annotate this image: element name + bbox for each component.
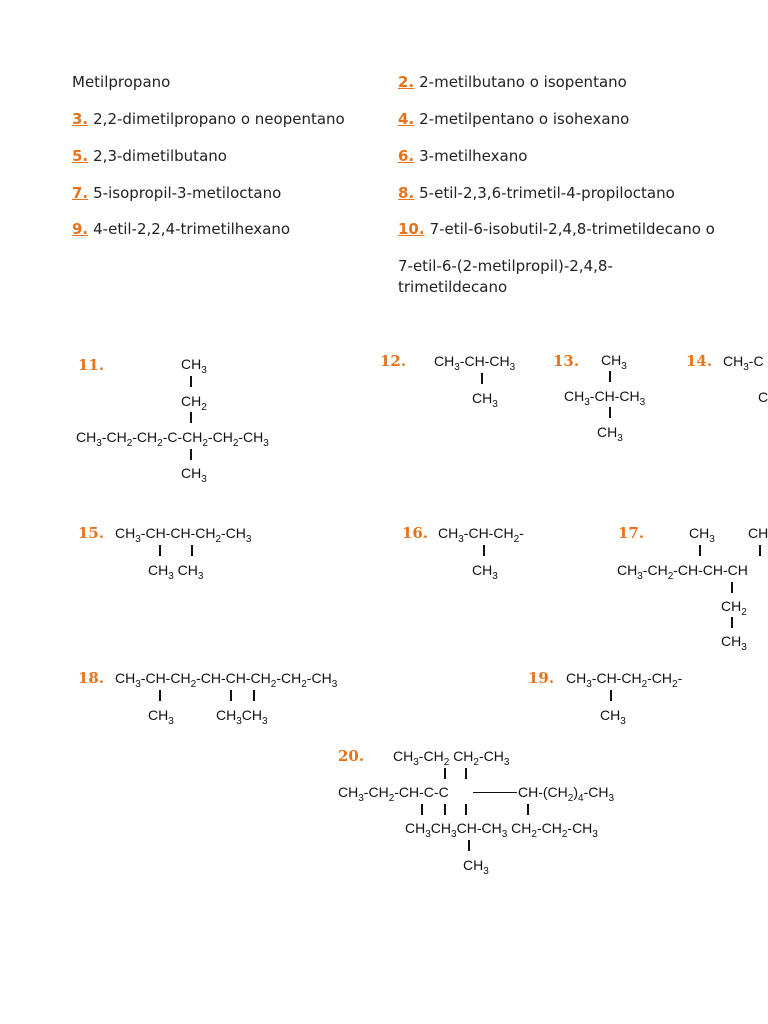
answer-8: 8. 5-etil-2,3,6-trimetil-4-propiloctano	[398, 184, 675, 202]
p18-bond-1	[159, 690, 161, 701]
answer-10: 10. 7-etil-6-isobutil-2,4,8-trimetildecano o	[398, 220, 715, 238]
p18-bond-3	[253, 690, 255, 701]
p15-main: $CH_3-CH-CH-CH_2-CH_3$	[115, 525, 252, 545]
p18-bond-2	[230, 690, 232, 701]
p13-top: $CH_3$	[601, 352, 627, 372]
p13-sub: $CH_3$	[597, 424, 623, 444]
p16-sub: $CH_3$	[472, 562, 498, 582]
p13-bond-1	[609, 371, 611, 382]
p16-bond	[483, 545, 485, 556]
answer-1: Metilpropano	[72, 73, 171, 91]
problem-15-label: 15.	[78, 524, 105, 542]
problem-14-label: 14.	[686, 352, 713, 370]
problem-20-label: 20.	[338, 747, 365, 765]
answer-link-5[interactable]: 5.	[72, 147, 89, 165]
problem-17-label: 17.	[618, 524, 645, 542]
answer-link-7[interactable]: 7.	[72, 184, 89, 202]
p11-bond-1	[190, 376, 192, 387]
p13-bond-2	[609, 407, 611, 418]
answer-link-6[interactable]: 6.	[398, 147, 415, 165]
p12-main: $CH_3-CH-CH_3$	[434, 353, 516, 373]
answer-link-8[interactable]: 8.	[398, 184, 415, 202]
p13-main: $CH_3-CH-CH_3$	[564, 388, 646, 408]
p17-top-1: $CH_3$	[689, 525, 715, 545]
answer-6: 6. 3-metilhexano	[398, 147, 528, 165]
p20-bond-6	[527, 804, 529, 815]
answer-3: 3. 2,2-dimetilpropano o neopentano	[72, 110, 345, 128]
problem-18-label: 18.	[78, 669, 105, 687]
answer-link-2[interactable]: 2.	[398, 73, 415, 91]
problem-12-label: 12.	[380, 352, 407, 370]
p17-sub-2: $CH_3$	[721, 633, 747, 653]
p17-bond-3	[731, 582, 733, 593]
p20-top: $CH_3-CH_2$ $CH_2-CH_3$	[393, 748, 510, 768]
p11-main: $CH_3-CH_2-CH_2-C-CH_2-CH_2-CH_3$	[76, 429, 269, 449]
p17-top-2: CH	[748, 525, 768, 541]
answer-link-3[interactable]: 3.	[72, 110, 89, 128]
answer-9: 9. 4-etil-2,2,4-trimetilhexano	[72, 220, 291, 238]
p18-sub-1: $CH_3$	[148, 707, 174, 727]
problem-11-label: 11.	[78, 356, 105, 374]
problem-16-label: 16.	[402, 524, 429, 542]
p16-main: $CH_3-CH-CH_2-$	[438, 525, 524, 545]
p20-bond-2	[465, 768, 467, 779]
p20-bond-7	[468, 840, 470, 851]
p18-sub-2: $CH_3CH_3$	[216, 707, 268, 727]
answer-link-4[interactable]: 4.	[398, 110, 415, 128]
p19-bond	[610, 690, 612, 701]
p11-mid: $CH_2$	[181, 393, 207, 413]
p19-main: $CH_3-CH-CH_2-CH_2-$	[566, 670, 683, 690]
p20-main-left: $CH_3-CH_2-CH-C-C$	[338, 784, 449, 804]
p14-sub: C	[758, 389, 768, 405]
answer-link-9[interactable]: 9.	[72, 220, 89, 238]
p11-bond-3	[190, 449, 192, 460]
p17-main: $CH_3-CH_2-CH-CH-CH$	[617, 562, 748, 582]
p15-sub: $CH_3$ $CH_3$	[148, 562, 204, 582]
problem-13-label: 13.	[553, 352, 580, 370]
answer-4: 4. 2-metilpentano o isohexano	[398, 110, 630, 128]
p20-sub-2: $CH_3$	[463, 857, 489, 877]
p20-bond-4	[444, 804, 446, 815]
p20-main-right: $CH-(CH_2)_4-CH_3$	[518, 784, 615, 804]
p18-main: $CH_3-CH-CH_2-CH-CH-CH_2-CH_2-CH_3$	[115, 670, 338, 690]
p15-bond-2	[191, 545, 193, 556]
p11-bottom: $CH_3$	[181, 465, 207, 485]
p20-long-bond	[473, 792, 517, 793]
p14-main: $CH_3-C$	[723, 353, 764, 373]
p20-bond-3	[421, 804, 423, 815]
p17-bond-4	[731, 617, 733, 628]
problem-19-label: 19.	[528, 669, 555, 687]
p20-sub-1: $CH_3CH_3CH-CH_3$ $CH_2-CH_2-CH_3$	[405, 820, 598, 840]
p12-bond	[481, 373, 483, 384]
p20-bond-1	[444, 768, 446, 779]
p15-bond-1	[159, 545, 161, 556]
p19-sub: $CH_3$	[600, 707, 626, 727]
p17-bond-1	[699, 545, 701, 556]
answer-2: 2. 2-metilbutano o isopentano	[398, 73, 627, 91]
p11-bond-2	[190, 412, 192, 423]
p20-bond-5	[465, 804, 467, 815]
answer-5: 5. 2,3-dimetilbutano	[72, 147, 227, 165]
p12-sub: $CH_3$	[472, 390, 498, 410]
p11-top: $CH_3$	[181, 356, 207, 376]
p17-bond-2	[759, 545, 761, 556]
answer-link-10[interactable]: 10.	[398, 220, 425, 238]
answer-7: 7. 5-isopropil-3-metiloctano	[72, 184, 282, 202]
p17-sub-1: $CH_2$	[721, 598, 747, 618]
answer-10-alt: 7-etil-6-(2-metilpropil)-2,4,8-trimetildecano	[398, 257, 613, 296]
